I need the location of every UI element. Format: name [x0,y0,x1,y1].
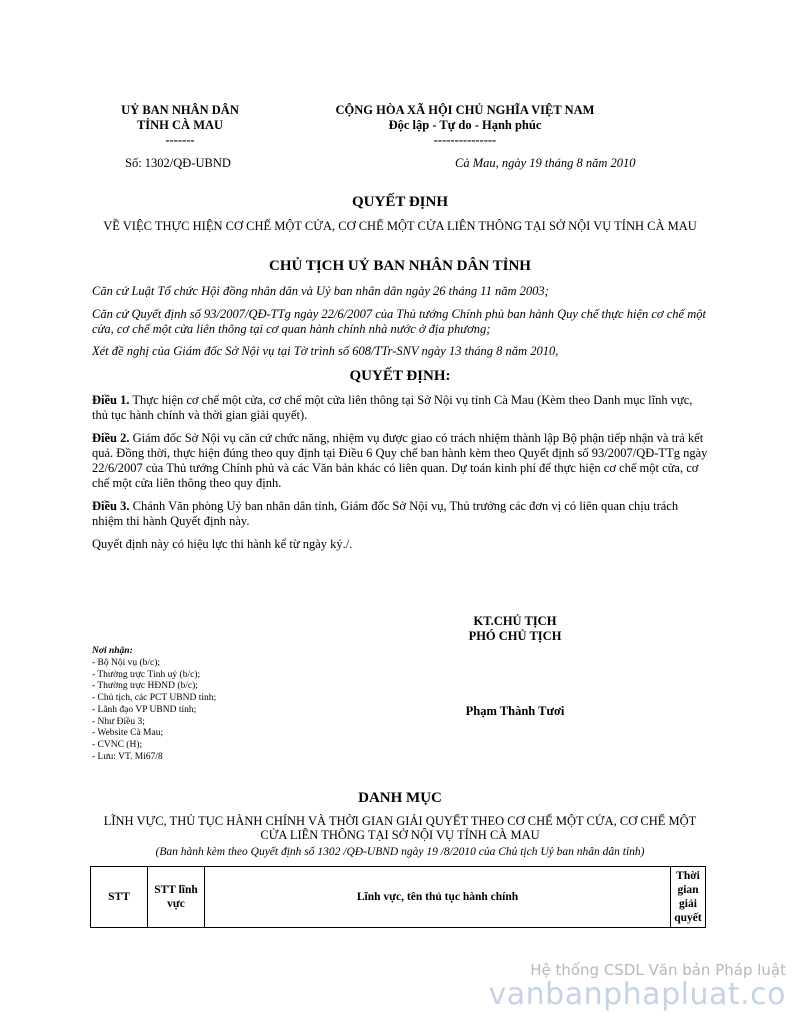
catalog-table [90,866,706,928]
decision-heading: QUYẾT ĐỊNH: [349,368,451,384]
article-3-text: Chánh Văn phòng Uỷ ban nhân dân tỉnh, Giám đốc Sở Nội vụ, Thủ trưởng các đơn vị có liên quan chịu trách nhiệm thi hành Quyết định này. [92,499,679,528]
signer-name: Phạm Thành Tươi [465,704,565,718]
recipients-list [92,658,216,763]
document-number: Số: 1302/QĐ-UBND [125,156,231,170]
article-3-label: Điều 3. [92,499,130,513]
watermark-site: vanbanphapluat.co [488,977,786,1012]
recipient-item: - Lãnh đạo VP UBND tỉnh; [92,704,197,715]
article-2-label: Điều 2. [92,431,130,445]
recipient-item: - Như Điều 3; [92,716,145,727]
article-3 [92,499,708,529]
catalog-note: (Ban hành kèm theo Quyết định số 1302 /QĐ-UBND ngày 19 /8/2010 của Chủ tịch Uỷ ban nhân dân tỉnh) [155,846,645,858]
issuing-authority-line1: UỶ BAN NHÂN DÂN [121,103,239,117]
legal-basis-3: Xét đề nghị của Giám đốc Sở Nội vụ tại Tờ trình số 608/TTr-SNV ngày 13 tháng 8 năm 2010, [92,344,559,358]
article-1-label: Điều 1. [92,393,130,407]
national-name: CỘNG HÒA XÃ HỘI CHỦ NGHĨA VIỆT NAM [335,103,595,117]
recipient-item: - Lưu: VT. Mi67/8 [92,751,163,762]
national-divider: --------------- [433,133,497,147]
recipient-item: - Thường trực Tỉnh uỷ (b/c); [92,669,201,680]
recipient-item: - CVNC (H); [92,739,143,750]
document-date: Cà Mau, ngày 19 tháng 8 năm 2010 [455,156,636,170]
issuing-authority-line2: TỈNH CÀ MAU [136,118,224,132]
recipients-title: Nơi nhận: [92,646,133,656]
effective-clause: Quyết định này có hiệu lực thi hành kể từ ngày ký./. [92,537,353,551]
watermark-caption: Hệ thống CSDL Văn bản Pháp luật [530,961,786,979]
catalog-subtitle: LĨNH VỰC, THỦ TỤC HÀNH CHÍNH VÀ THỜI GIAN GIẢI QUYẾT THEO CƠ CHẾ MỘT CỬA, CƠ CHẾ MỘT CỬA LIÊN THÔNG TẠI SỞ NỘI VỤ TỈNH CÀ MAU [103,814,697,842]
issuing-authority-divider: ------- [165,133,195,147]
recipient-item: - Bộ Nội vụ (b/c); [92,658,161,668]
legal-basis-2: Căn cứ Quyết định số 93/2007/QĐ-TTg ngày 22/6/2007 của Thủ tướng Chính phủ ban hành Quy chế thực hiện cơ chế một cửa, cơ chế một cửa liên thông tại cơ quan hành chính nhà nước ở địa phương; [92,307,706,336]
recipient-item: - Thường trực HĐND (b/c); [92,681,198,692]
document-title: QUYẾT ĐỊNH [352,194,448,210]
issuing-authority [90,103,270,148]
national-motto [300,103,630,148]
national-slogan: Độc lập - Tự do - Hạnh phúc [388,118,542,132]
issuing-authority-title: CHỦ TỊCH UỶ BAN NHÂN DÂN TỈNH [269,258,531,274]
recipient-item: - Website Cà Mau; [92,728,164,739]
column-header-procedure: Lĩnh vực, tên thủ tục hành chính [205,867,671,928]
legal-basis-1: Căn cứ Luật Tổ chức Hội đồng nhân dân và Uỷ ban nhân dân ngày 26 tháng 11 năm 2003; [92,284,549,298]
column-header-stt: STT [91,867,148,928]
column-header-processing-time: Thời gian giải quyết [671,867,706,928]
recipient-item: - Chủ tịch, các PCT UBND tỉnh; [92,693,217,704]
signature-title-2: PHÓ CHỦ TỊCH [468,629,562,643]
signature-title-1: KT.CHỦ TỊCH [473,614,557,628]
article-2-text: Giám đốc Sở Nội vụ căn cứ chức năng, nhiệm vụ được giao có trách nhiệm thành lập Bộ phận tiếp nhận và trả kết quả. Đồng thời, thực hiện đúng theo quy định tại Điều 6 Quy chế ban hành kèm theo Quyết định số 93/2007/QĐ-TTg ngày 22/6/2007 của Thủ tướng Chính phủ và các Văn bản khác có liên quan. Dự toán kinh phí để thực hiện cơ chế một cửa, cơ chế một cửa liên thông theo quy định. [92,431,708,490]
article-1 [92,393,708,423]
signature-block [430,614,600,644]
catalog-table-header-row [91,867,706,928]
article-1-text: Thực hiện cơ chế một cửa, cơ chế một cửa liên thông tại Sở Nội vụ tỉnh Cà Mau (Kèm theo Danh mục lĩnh vực, thủ tục hành chính và thời gian giải quyết). [92,393,693,422]
column-header-field-stt: STT lĩnh vực [148,867,205,928]
document-subject: VỀ VIỆC THỰC HIỆN CƠ CHẾ MỘT CỬA, CƠ CHẾ MỘT CỬA LIÊN THÔNG TẠI SỞ NỘI VỤ TỈNH CÀ MAU [103,219,697,233]
article-2 [92,431,708,491]
catalog-title: DANH MỤC [358,790,442,806]
